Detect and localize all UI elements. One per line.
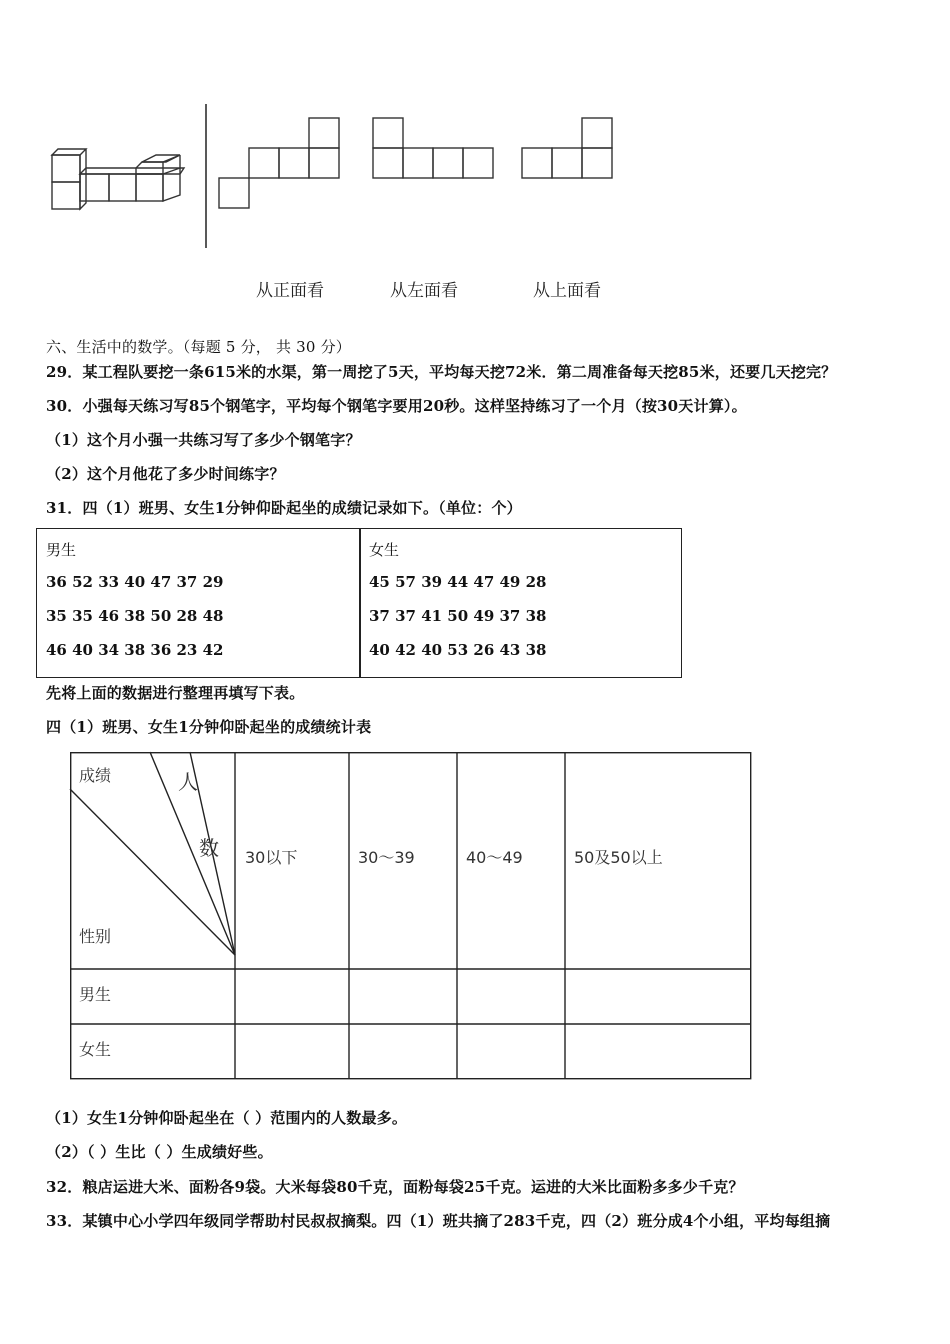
front-view-caption: 从正面看	[256, 281, 324, 301]
stat-table-title: 四（1）班男、女生1分钟仰卧起坐的成绩统计表	[46, 718, 372, 736]
top-view-figure	[521, 117, 616, 182]
boys-column	[37, 529, 359, 677]
girls-row-3: 40 42 40 53 26 43 38	[369, 641, 547, 659]
separator-line	[204, 104, 208, 248]
column-header-below-30: 30以下	[245, 848, 298, 867]
question-30: 30．小强每天练习写85个钢笔字，平均每个钢笔字要用20秒。这样坚持练习了一个月（按30天计算）。	[46, 397, 747, 415]
column-header-50-above: 50及50以上	[574, 848, 663, 867]
row-header-girls: 女生	[79, 1040, 112, 1059]
column-header-30-39: 30～39	[358, 848, 415, 867]
question-29: 29．某工程队要挖一条615米的水渠，第一周挖了5天，平均每天挖72米．第二周准备每天挖85米，还要几天挖完？	[46, 363, 837, 381]
boys-row-2: 35 35 46 38 50 28 48	[46, 607, 224, 625]
corner-people-label-1: 人	[178, 770, 198, 794]
left-view-figure	[372, 117, 497, 182]
score-record-table	[36, 528, 682, 678]
question-30-part-2: （2）这个月他花了多少时间练字？	[46, 465, 285, 483]
question-31: 31．四（1）班男、女生1分钟仰卧起坐的成绩记录如下。（单位：个）	[46, 499, 522, 517]
girls-header: 女生	[369, 541, 400, 559]
boys-row-3: 46 40 34 38 36 23 42	[46, 641, 224, 659]
cube-solid-figure	[40, 140, 190, 220]
question-33: 33．某镇中心小学四年级同学帮助村民叔叔摘梨。四（1）班共摘了283千克，四（2）班分成4个小组，平均每组摘	[46, 1212, 831, 1230]
corner-score-label: 成绩	[79, 766, 112, 785]
column-header-40-49: 40～49	[466, 848, 523, 867]
top-view-caption: 从上面看	[533, 281, 601, 301]
question-31-part-1: （1）女生1分钟仰卧起坐在（ ）范围内的人数最多。	[46, 1109, 408, 1127]
question-31-part-2: （2）（ ）生比（ ）生成绩好些。	[46, 1143, 273, 1161]
boys-row-1: 36 52 33 40 47 37 29	[46, 573, 224, 591]
question-30-part-1: （1）这个月小强一共练习写了多少个钢笔字？	[46, 431, 361, 449]
table-instruction: 先将上面的数据进行整理再填写下表。	[46, 684, 305, 702]
boys-header: 男生	[46, 541, 77, 559]
corner-people-label-2: 数	[199, 836, 219, 860]
left-view-caption: 从左面看	[390, 281, 458, 301]
stat-table-grid	[70, 752, 752, 1080]
girls-row-2: 37 37 41 50 49 37 38	[369, 607, 547, 625]
row-header-boys: 男生	[79, 985, 112, 1004]
section-heading: 六、生活中的数学。（每题 5 分， 共 30 分）	[46, 338, 351, 356]
girls-column	[360, 529, 681, 677]
question-32: 32．粮店运进大米、面粉各9袋。大米每袋80千克，面粉每袋25千克。运进的大米比面粉多多少千克？	[46, 1178, 744, 1196]
front-view-figure	[218, 117, 343, 212]
corner-gender-label: 性别	[79, 927, 112, 946]
girls-row-1: 45 57 39 44 47 49 28	[369, 573, 547, 591]
